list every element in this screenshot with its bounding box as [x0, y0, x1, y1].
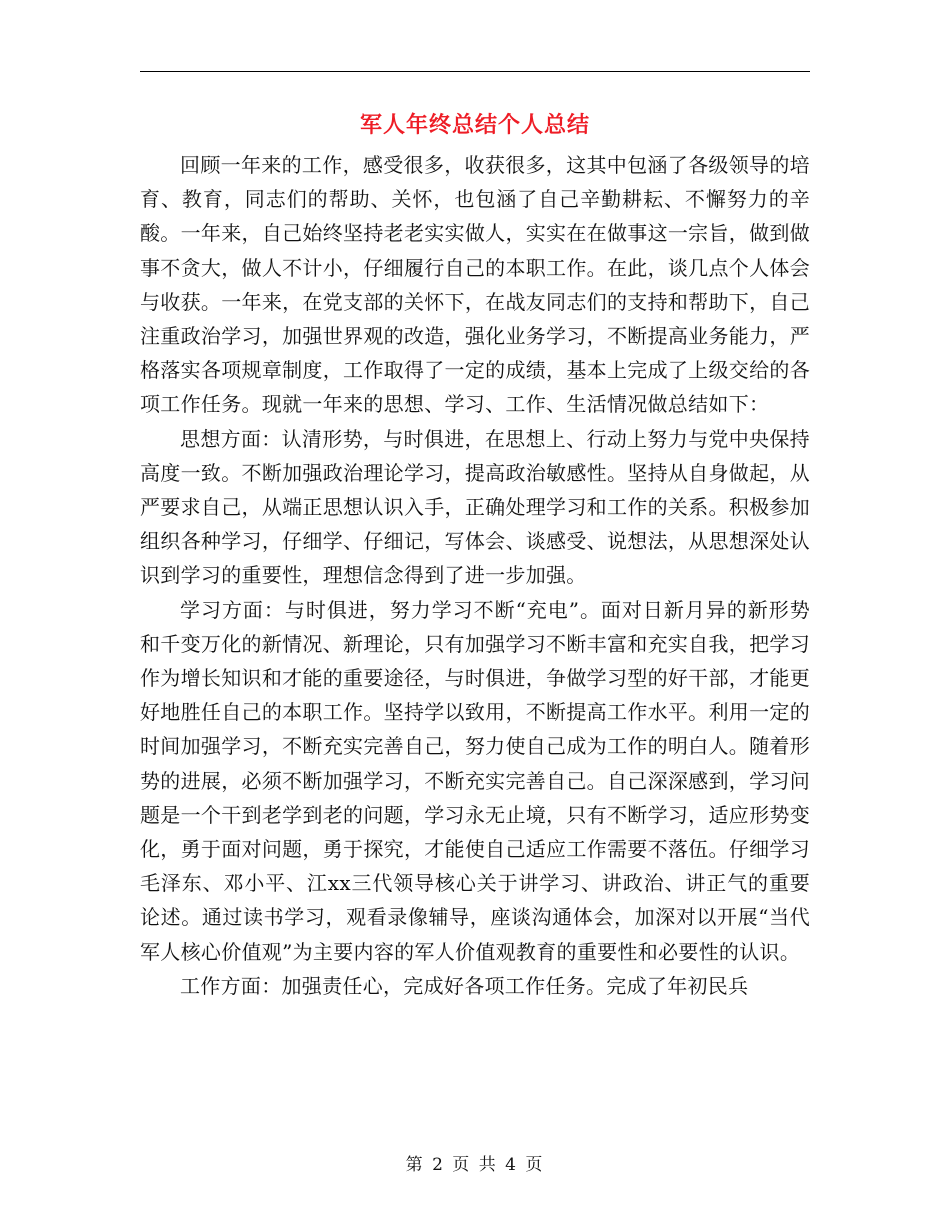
- page-number-footer: 第 2 页 共 4 页: [405, 1155, 545, 1175]
- paragraph-thought: 思想方面：认清形势，与时俱进，在思想上、行动上努力与党中央保持高度一致。不断加强政治理论学习，提高政治敏感性。坚持从自身做起，从严要求自己，从端正思想认识入手，正确处理学习和工作的关系。积极参加组织各种学习，仔细学、仔细记，写体会、谈感受、说想法，从思想深处认识到学习的重要性，理想信念得到了进一步加强。: [140, 426, 810, 588]
- paragraph-study: 学习方面：与时俱进，努力学习不断“充电”。面对日新月异的新形势和千变万化的新情况、新理论，只有加强学习不断丰富和充实自我，把学习作为增长知识和才能的重要途径，与时俱进，争做学习型的好干部，才能更好地胜任自己的本职工作。坚持学以致用，不断提高工作水平。利用一定的时间加强学习，不断充实完善自己，努力使自己成为工作的明白人。随着形势的进展，必须不断加强学习，不断充实完善自己。自己深深感到，学习问题是一个干到老学到老的问题，学习永无止境，只有不断学习，适应形势变化，勇于面对问题，勇于探究，才能使自己适应工作需要不落伍。仔细学习毛泽东、邓小平、江xx三代领导核心关于讲学习、讲政治、讲正气的重要论述。通过读书学习，观看录像辅导，座谈沟通体会，加深对以开展“当代军人核心价值观”为主要内容的军人价值观教育的重要性和必要性的认识。: [140, 597, 810, 964]
- document-body: [140, 148, 810, 1003]
- header-rule: [140, 71, 810, 72]
- paragraph-intro: 回顾一年来的工作，感受很多，收获很多，这其中包涵了各级领导的培育、教育，同志们的帮助、关怀，也包涵了自己辛勤耕耘、不懈努力的辛酸。一年来，自己始终坚持老老实实做人，实实在在做事这一宗旨，做到做事不贪大，做人不计小，仔细履行自己的本职工作。在此，谈几点个人体会与收获。一年来，在党支部的关怀下，在战友同志们的支持和帮助下，自己注重政治学习，加强世界观的改造，强化业务学习，不断提高业务能力，严格落实各项规章制度，工作取得了一定的成绩，基本上完成了上级交给的各项工作任务。现就一年来的思想、学习、工作、生活情况做总结如下：: [140, 153, 810, 417]
- document-title: 军人年终总结个人总结: [359, 112, 590, 138]
- paragraph-work: 工作方面：加强责任心，完成好各项工作任务。完成了年初民兵: [180, 973, 749, 998]
